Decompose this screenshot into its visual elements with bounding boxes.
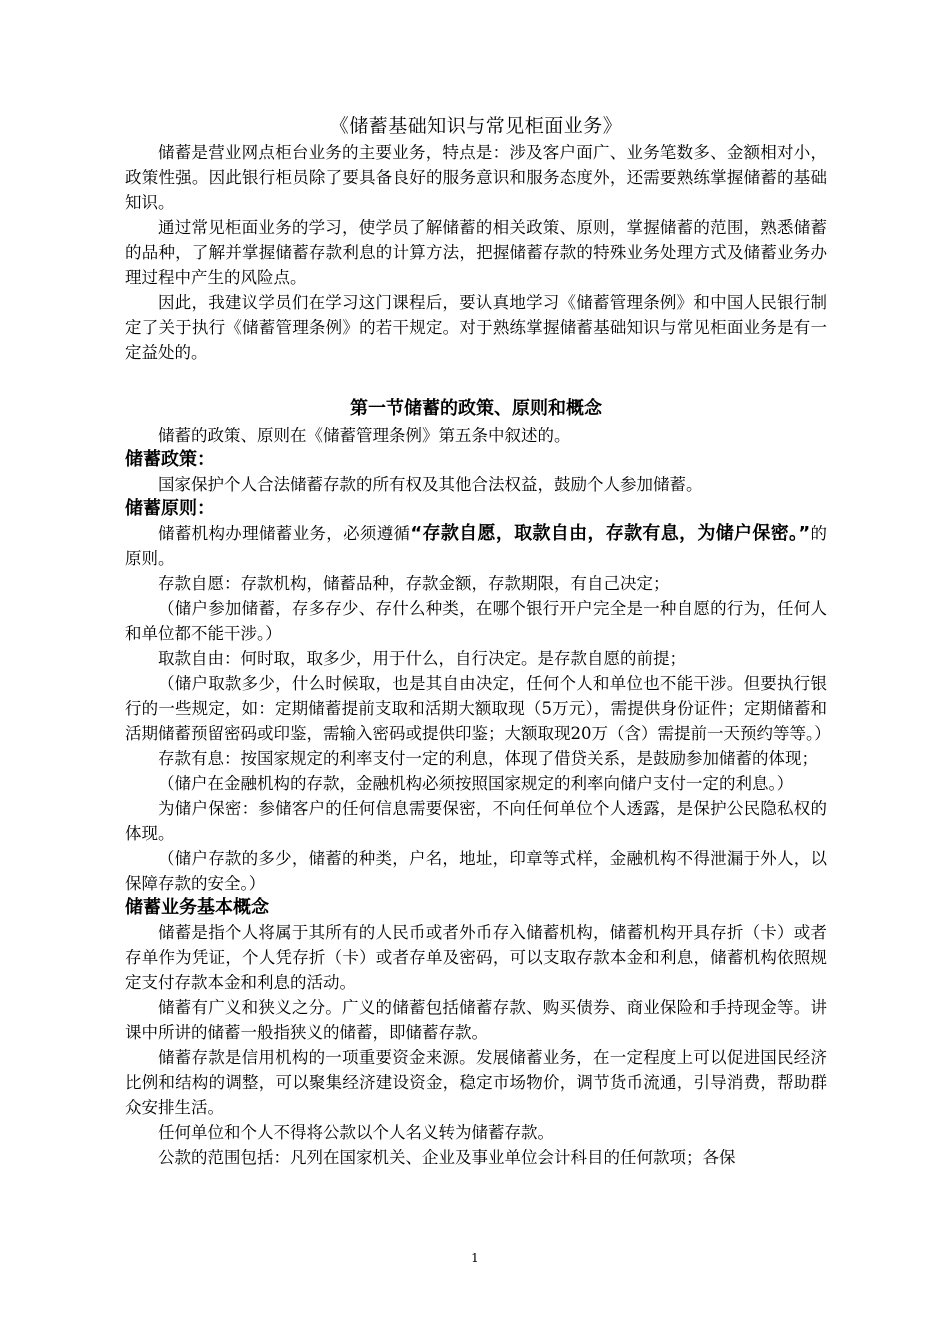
- principle-item-deposit-voluntary: 存款自愿：存款机构，储蓄品种，存款金额，存款期限，有自己决定；: [158, 574, 670, 593]
- principle-item-deposit-voluntary-note: （储户参加储蓄，存多存少、存什么种类，在哪个银行开户完全是一种自愿的行为，任何人和单位都不能干涉。）: [125, 599, 827, 643]
- page-number: 1: [471, 1251, 479, 1265]
- policy-text: 国家保护个人合法储蓄存款的所有权及其他合法权益，鼓励个人参加储蓄。: [158, 475, 703, 494]
- principle-item-withdraw-free: 取款自由：何时取，取多少，用于什么，自行决定。是存款自愿的前提；: [158, 649, 686, 668]
- section-intro: 储蓄的政策、原则在《储蓄管理条例》第五条中叙述的。: [158, 426, 571, 445]
- intro-paragraph-3: 因此，我建议学员们在学习这门课程后，要认真地学习《储蓄管理条例》和中国人民银行制定了关于执行《储蓄管理条例》的若干规定。对于熟练掌握储蓄基础知识与常见柜面业务是有一定益处的。: [125, 293, 827, 362]
- principle-item-confidential: 为储户保密：参储客户的任何信息需要保密，不向任何单位个人透露，是保护公民隐私权的体现。: [125, 799, 827, 843]
- document-title: 《储蓄基础知识与常见柜面业务》: [329, 115, 623, 137]
- intro-paragraph-1: 储蓄是营业网点柜台业务的主要业务，特点是：涉及客户面广、业务笔数多、金额相对小，政策性强。因此银行柜员除了要具备良好的服务意识和服务态度外，还需要熟练掌握储蓄的基础知识。: [125, 143, 827, 212]
- concept-paragraph-5: 公款的范围包括：凡列在国家机关、企业及事业单位会计科目的任何款项；各保: [158, 1148, 736, 1167]
- principle-item-withdraw-free-note: （储户取款多少，什么时候取，也是其自由决定，任何个人和单位也不能干涉。但要执行银行的一些规定，如：定期储蓄提前支取和活期大额取现（5万元），需提供身份证件；定期储蓄和活期储蓄预留密码或印鉴，需输入密码或提供印鉴；大额取现20万（含）需提前一天预约等等。）: [125, 674, 831, 743]
- principle-emphasis: “存款自愿，取款自由，存款有息，为储户保密。”: [410, 523, 811, 544]
- principle-tail: 的原则。: [125, 524, 827, 568]
- intro-paragraph-2: 通过常见柜面业务的学习，使学员了解储蓄的相关政策、原则，掌握储蓄的范围，熟悉储蓄的品种，了解并掌握储蓄存款利息的计算方法，把握储蓄存款的特殊业务处理方式及储蓄业务办理过程中产生的风险点。: [125, 218, 827, 287]
- principle-heading: 储蓄原则：: [125, 498, 215, 519]
- concept-paragraph-3: 储蓄存款是信用机构的一项重要资金来源。发展储蓄业务，在一定程度上可以促进国民经济比例和结构的调整，可以聚集经济建设资金，稳定市场物价，调节货币流通，引导消费，帮助群众安排生活。: [125, 1048, 827, 1117]
- principle-item-confidential-note: （储户存款的多少，储蓄的种类，户名，地址，印章等式样，金融机构不得泄漏于外人，以保障存款的安全。）: [125, 849, 827, 893]
- concept-heading: 储蓄业务基本概念: [125, 897, 269, 918]
- concept-paragraph-4: 任何单位和个人不得将公款以个人名义转为储蓄存款。: [158, 1123, 554, 1142]
- principle-paragraph: [125, 521, 827, 571]
- principle-item-interest-note: （储户在金融机构的存款，金融机构必须按照国家规定的利率向储户支付一定的利息。）: [158, 774, 794, 793]
- document-body: [125, 112, 831, 1170]
- section-title: 第一节储蓄的政策、原则和概念: [350, 398, 602, 419]
- concept-paragraph-1: 储蓄是指个人将属于其所有的人民币或者外币存入储蓄机构，储蓄机构开具存折（卡）或者存单作为凭证，个人凭存折（卡）或者存单及密码，可以支取存款本金和利息，储蓄机构依照规定支付存款本金和利息的活动。: [125, 923, 827, 992]
- policy-heading: 储蓄政策：: [125, 449, 215, 470]
- concept-paragraph-2: 储蓄有广义和狭义之分。广义的储蓄包括储蓄存款、购买债券、商业保险和手持现金等。讲课中所讲的储蓄一般指狭义的储蓄，即储蓄存款。: [125, 998, 827, 1042]
- principle-lead: 储蓄机构办理储蓄业务，必须遵循: [158, 524, 411, 543]
- principle-item-interest: 存款有息：按国家规定的利率支付一定的利息，体现了借贷关系，是鼓励参加储蓄的体现；: [158, 749, 818, 768]
